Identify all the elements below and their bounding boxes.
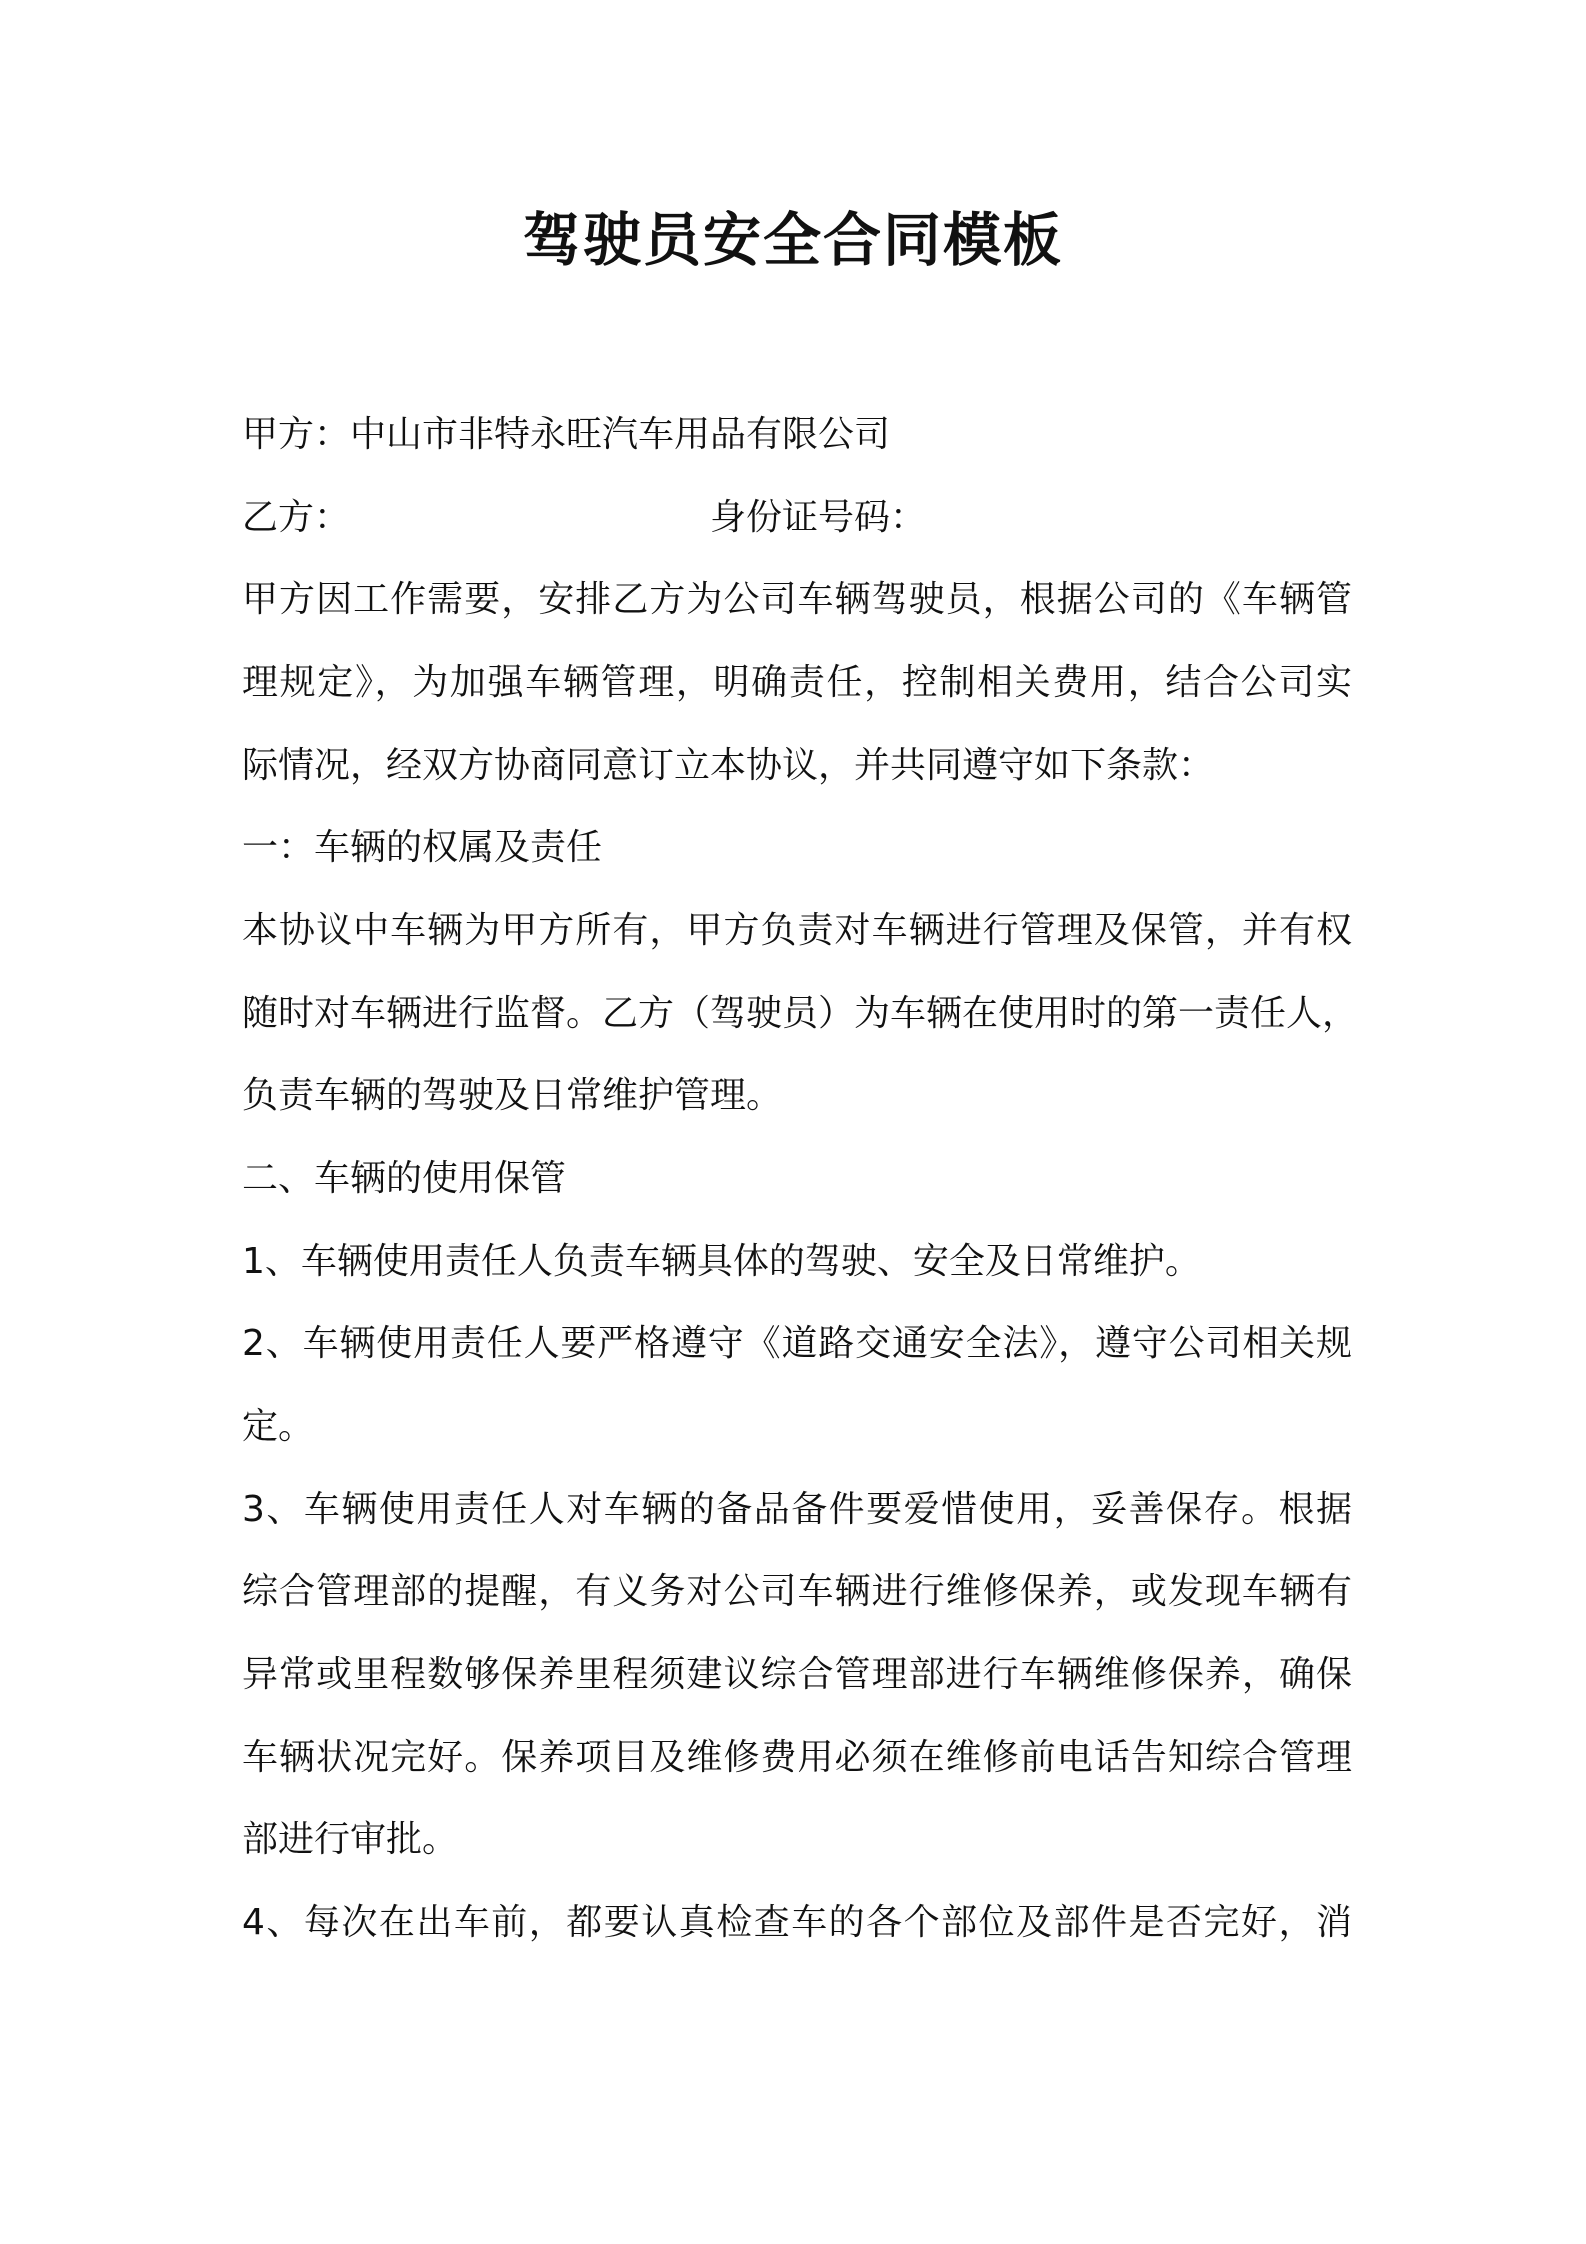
item3-line: 综合管理部的提醒，有义务对公司车辆进行维修保养，或发现车辆有	[242, 1571, 1352, 1612]
party-a-line: 甲方：中山市非特永旺汽车用品有限公司	[242, 414, 891, 455]
party-b-label: 乙方：	[242, 497, 351, 538]
section2-heading: 二、车辆的使用保管	[242, 1158, 567, 1199]
document-title: 驾驶员安全合同模板	[522, 206, 1063, 274]
item2-line: 2、车辆使用责任人要严格遵守《道路交通安全法》，遵守公司相关规	[242, 1323, 1352, 1364]
intro-line: 际情况，经双方协商同意订立本协议，并共同遵守如下条款：	[242, 745, 1215, 786]
item4-line: 4、每次在出车前，都要认真检查车的各个部位及部件是否完好，消	[242, 1902, 1352, 1943]
section1-line: 随时对车辆进行监督。乙方（驾驶员）为车辆在使用时的第一责任人，	[242, 993, 1359, 1034]
item2-line: 定。	[242, 1406, 315, 1447]
item3-line: 部进行审批。	[242, 1819, 459, 1860]
section1-heading: 一：车辆的权属及责任	[242, 827, 603, 868]
item3-line: 异常或里程数够保养里程须建议综合管理部进行车辆维修保养，确保	[242, 1654, 1352, 1695]
item1-line: 1、车辆使用责任人负责车辆具体的驾驶、安全及日常维护。	[242, 1241, 1201, 1282]
intro-line: 甲方因工作需要，安排乙方为公司车辆驾驶员，根据公司的《车辆管	[242, 579, 1352, 620]
section1-line: 负责车辆的驾驶及日常维护管理。	[242, 1075, 783, 1116]
section1-line: 本协议中车辆为甲方所有，甲方负责对车辆进行管理及保管，并有权	[242, 910, 1352, 951]
id-number-label: 身份证号码：	[710, 497, 927, 538]
intro-line: 理规定》，为加强车辆管理，明确责任，控制相关费用，结合公司实	[242, 662, 1352, 703]
item3-line: 车辆状况完好。保养项目及维修费用必须在维修前电话告知综合管理	[242, 1737, 1352, 1778]
item3-line: 3、车辆使用责任人对车辆的备品备件要爱惜使用，妥善保存。根据	[242, 1489, 1352, 1530]
